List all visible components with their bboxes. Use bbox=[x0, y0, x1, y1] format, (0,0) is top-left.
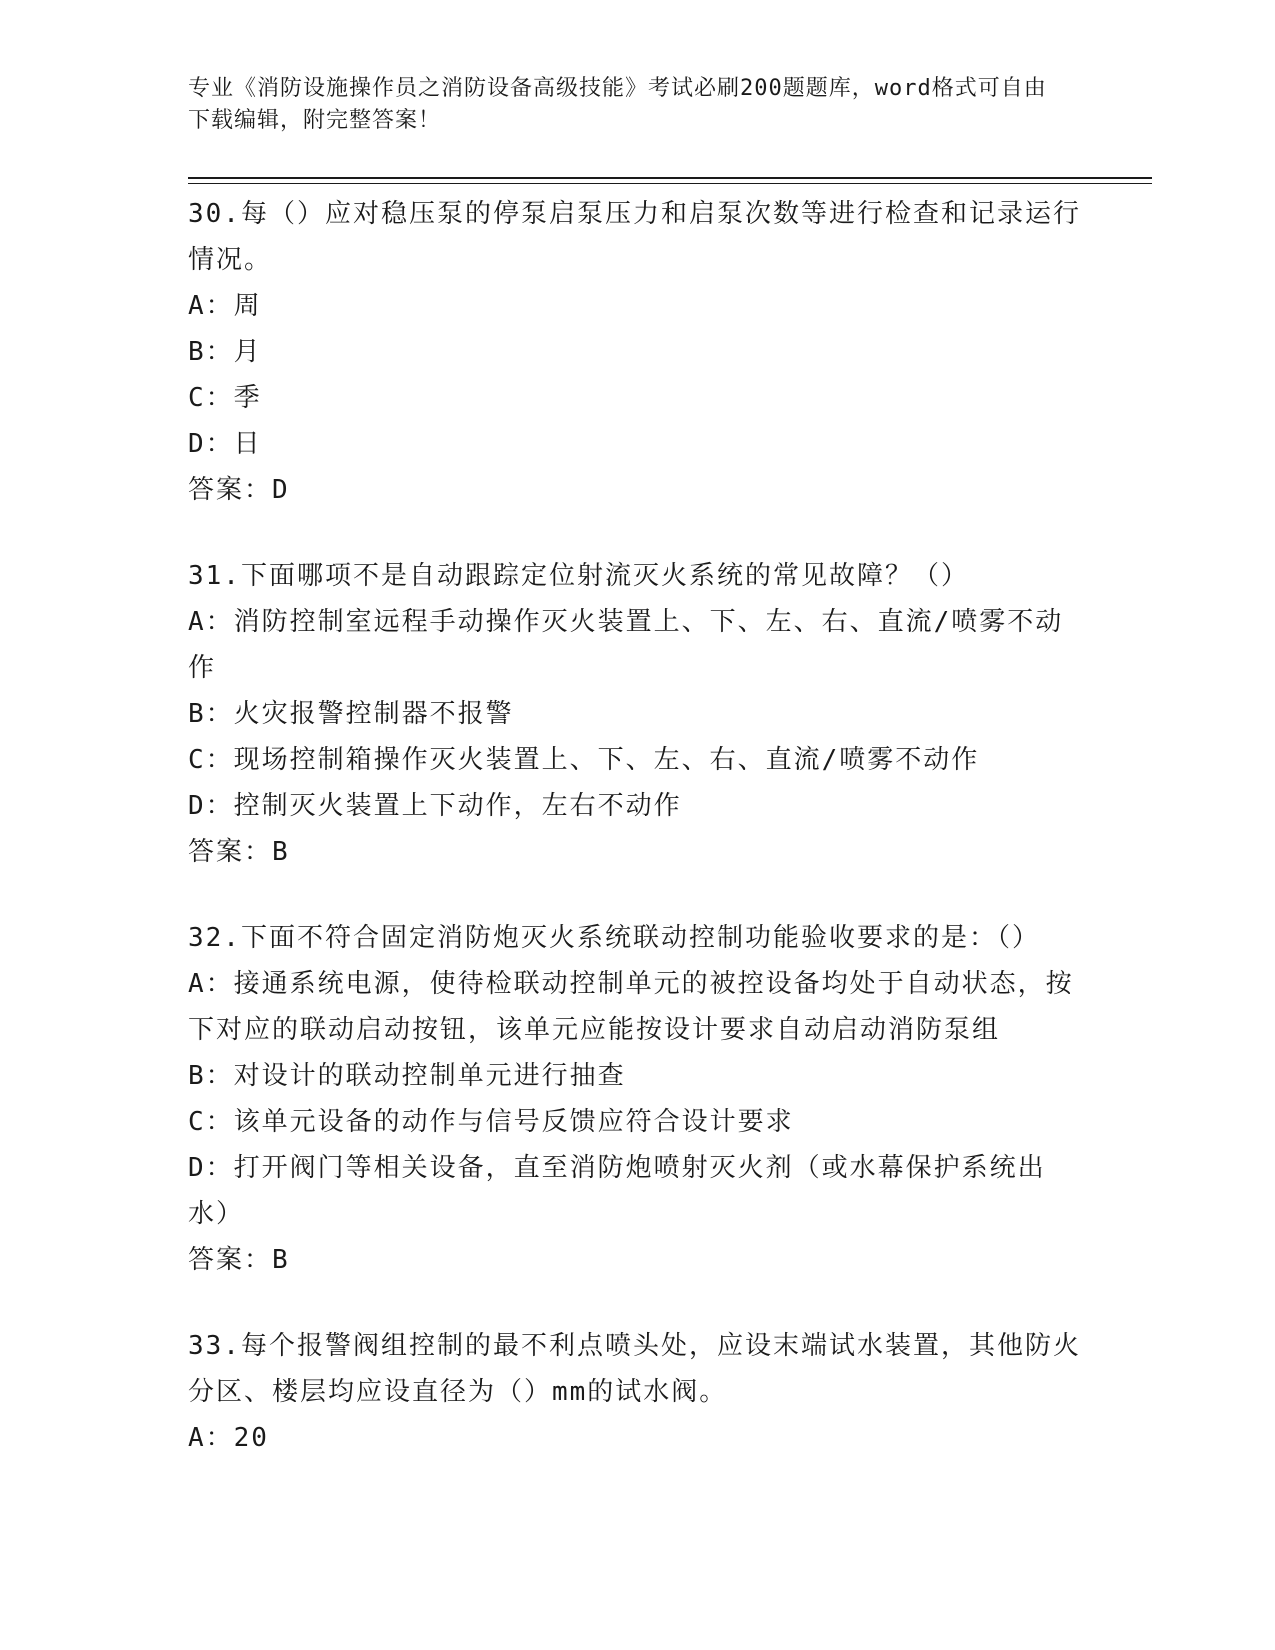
question-32 bbox=[188, 915, 1088, 1283]
option-a: A：周 bbox=[188, 291, 262, 321]
option-b: B：火灾报警控制器不报警 bbox=[188, 699, 514, 729]
option-a: A：20 bbox=[188, 1423, 269, 1453]
option-b: B：对设计的联动控制单元进行抽查 bbox=[188, 1061, 626, 1091]
question-stem: 32.下面不符合固定消防炮灭火系统联动控制功能验收要求的是：（） bbox=[188, 923, 1040, 953]
answer: 答案：B bbox=[188, 837, 290, 867]
option-a: A：消防控制室远程手动操作灭火装置上、下、左、右、直流/喷雾不动作 bbox=[188, 607, 1064, 683]
answer: 答案：B bbox=[188, 1245, 290, 1275]
header-rule-thick bbox=[188, 177, 1152, 179]
header-rule-thin bbox=[188, 183, 1152, 184]
question-stem: 33.每个报警阀组控制的最不利点喷头处，应设末端试水装置，其他防火分区、楼层均应设直径为（）mm的试水阀。 bbox=[188, 1331, 1081, 1407]
option-b: B：月 bbox=[188, 337, 262, 367]
answer: 答案：D bbox=[188, 475, 290, 505]
option-c: C：季 bbox=[188, 383, 262, 413]
question-list bbox=[188, 191, 1088, 1501]
document-header bbox=[188, 73, 1068, 137]
header-title: 专业《消防设施操作员之消防设备高级技能》考试必刷200题题库，word格式可自由下载编辑，附完整答案！ bbox=[188, 76, 1047, 133]
option-d: D：日 bbox=[188, 429, 262, 459]
question-stem: 30.每（）应对稳压泵的停泵启泵压力和启泵次数等进行检查和记录运行情况。 bbox=[188, 199, 1081, 275]
question-stem: 31.下面哪项不是自动跟踪定位射流灭火系统的常见故障？（） bbox=[188, 561, 969, 591]
option-d: D：打开阀门等相关设备，直至消防炮喷射灭火剂（或水幕保护系统出水） bbox=[188, 1153, 1046, 1229]
question-30 bbox=[188, 191, 1088, 513]
option-d: D：控制灭火装置上下动作，左右不动作 bbox=[188, 791, 682, 821]
option-c: C：该单元设备的动作与信号反馈应符合设计要求 bbox=[188, 1107, 794, 1137]
option-a: A：接通系统电源，使待检联动控制单元的被控设备均处于自动状态，按下对应的联动启动按钮，该单元应能按设计要求自动启动消防泵组 bbox=[188, 969, 1074, 1045]
option-c: C：现场控制箱操作灭火装置上、下、左、右、直流/喷雾不动作 bbox=[188, 745, 980, 775]
question-33 bbox=[188, 1323, 1088, 1461]
question-31 bbox=[188, 553, 1088, 875]
